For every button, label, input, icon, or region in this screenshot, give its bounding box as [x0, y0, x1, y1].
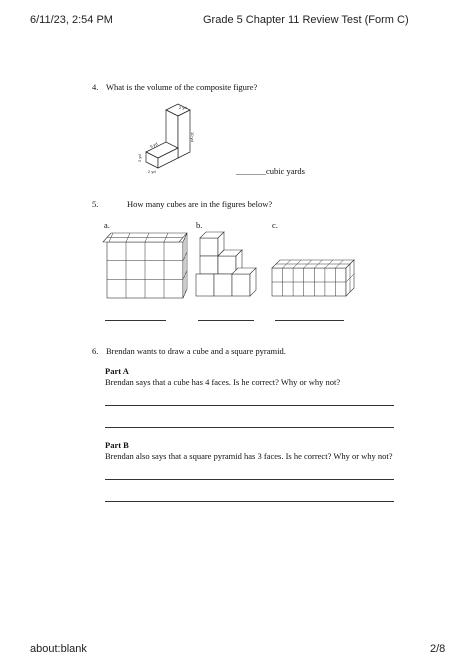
dim-label-1: 2 yd	[179, 105, 187, 110]
q6-number: 6.	[92, 346, 99, 356]
part-b-text: Brendan also says that a square pyramid has 3 faces. Is he correct? Why or why not?	[105, 451, 393, 461]
part-b-answer-line-1[interactable]	[105, 479, 394, 480]
part-b-title: Part B	[105, 440, 129, 450]
q5-label-a: a.	[104, 220, 110, 230]
q4-number: 4.	[92, 82, 99, 92]
print-title: Grade 5 Chapter 11 Review Test (Form C)	[203, 14, 409, 26]
part-a-text: Brendan says that a cube has 4 faces. Is he correct? Why or why not?	[105, 377, 341, 387]
q4-answer-blank[interactable]: _______	[236, 166, 266, 176]
part-a-answer-line-1[interactable]	[105, 405, 394, 406]
dim-label-4: 2 yd	[137, 154, 142, 162]
q5-label-b: b.	[196, 220, 203, 230]
print-page-number: 2/8	[430, 643, 446, 655]
cube-figure-a	[105, 230, 189, 300]
q5-question: How many cubes are in the figures below?	[127, 199, 273, 209]
print-url: about:blank	[30, 643, 87, 655]
cube-figure-c	[270, 258, 354, 298]
q4-question: What is the volume of the composite figure?	[106, 82, 258, 92]
dim-label-2: 10 yd	[190, 132, 195, 142]
print-datetime: 6/11/23, 2:54 PM	[30, 14, 113, 26]
part-b-answer-line-2[interactable]	[105, 501, 394, 502]
q5-number: 5.	[92, 199, 99, 209]
part-a-title: Part A	[105, 366, 129, 376]
q4-answer-unit: cubic yards	[266, 166, 305, 176]
cube-figure-b	[194, 230, 264, 300]
q5c-answer-line[interactable]	[275, 320, 344, 321]
q5b-answer-line[interactable]	[198, 320, 254, 321]
q5-label-c: c.	[272, 220, 278, 230]
dim-label-3: 6 yd	[149, 141, 159, 149]
composite-figure	[137, 96, 200, 176]
q5a-answer-line[interactable]	[105, 320, 166, 321]
part-a-answer-line-2[interactable]	[105, 427, 394, 428]
q6-question: Brendan wants to draw a cube and a square pyramid.	[106, 346, 286, 356]
dim-label-5: 2 yd	[148, 169, 156, 174]
